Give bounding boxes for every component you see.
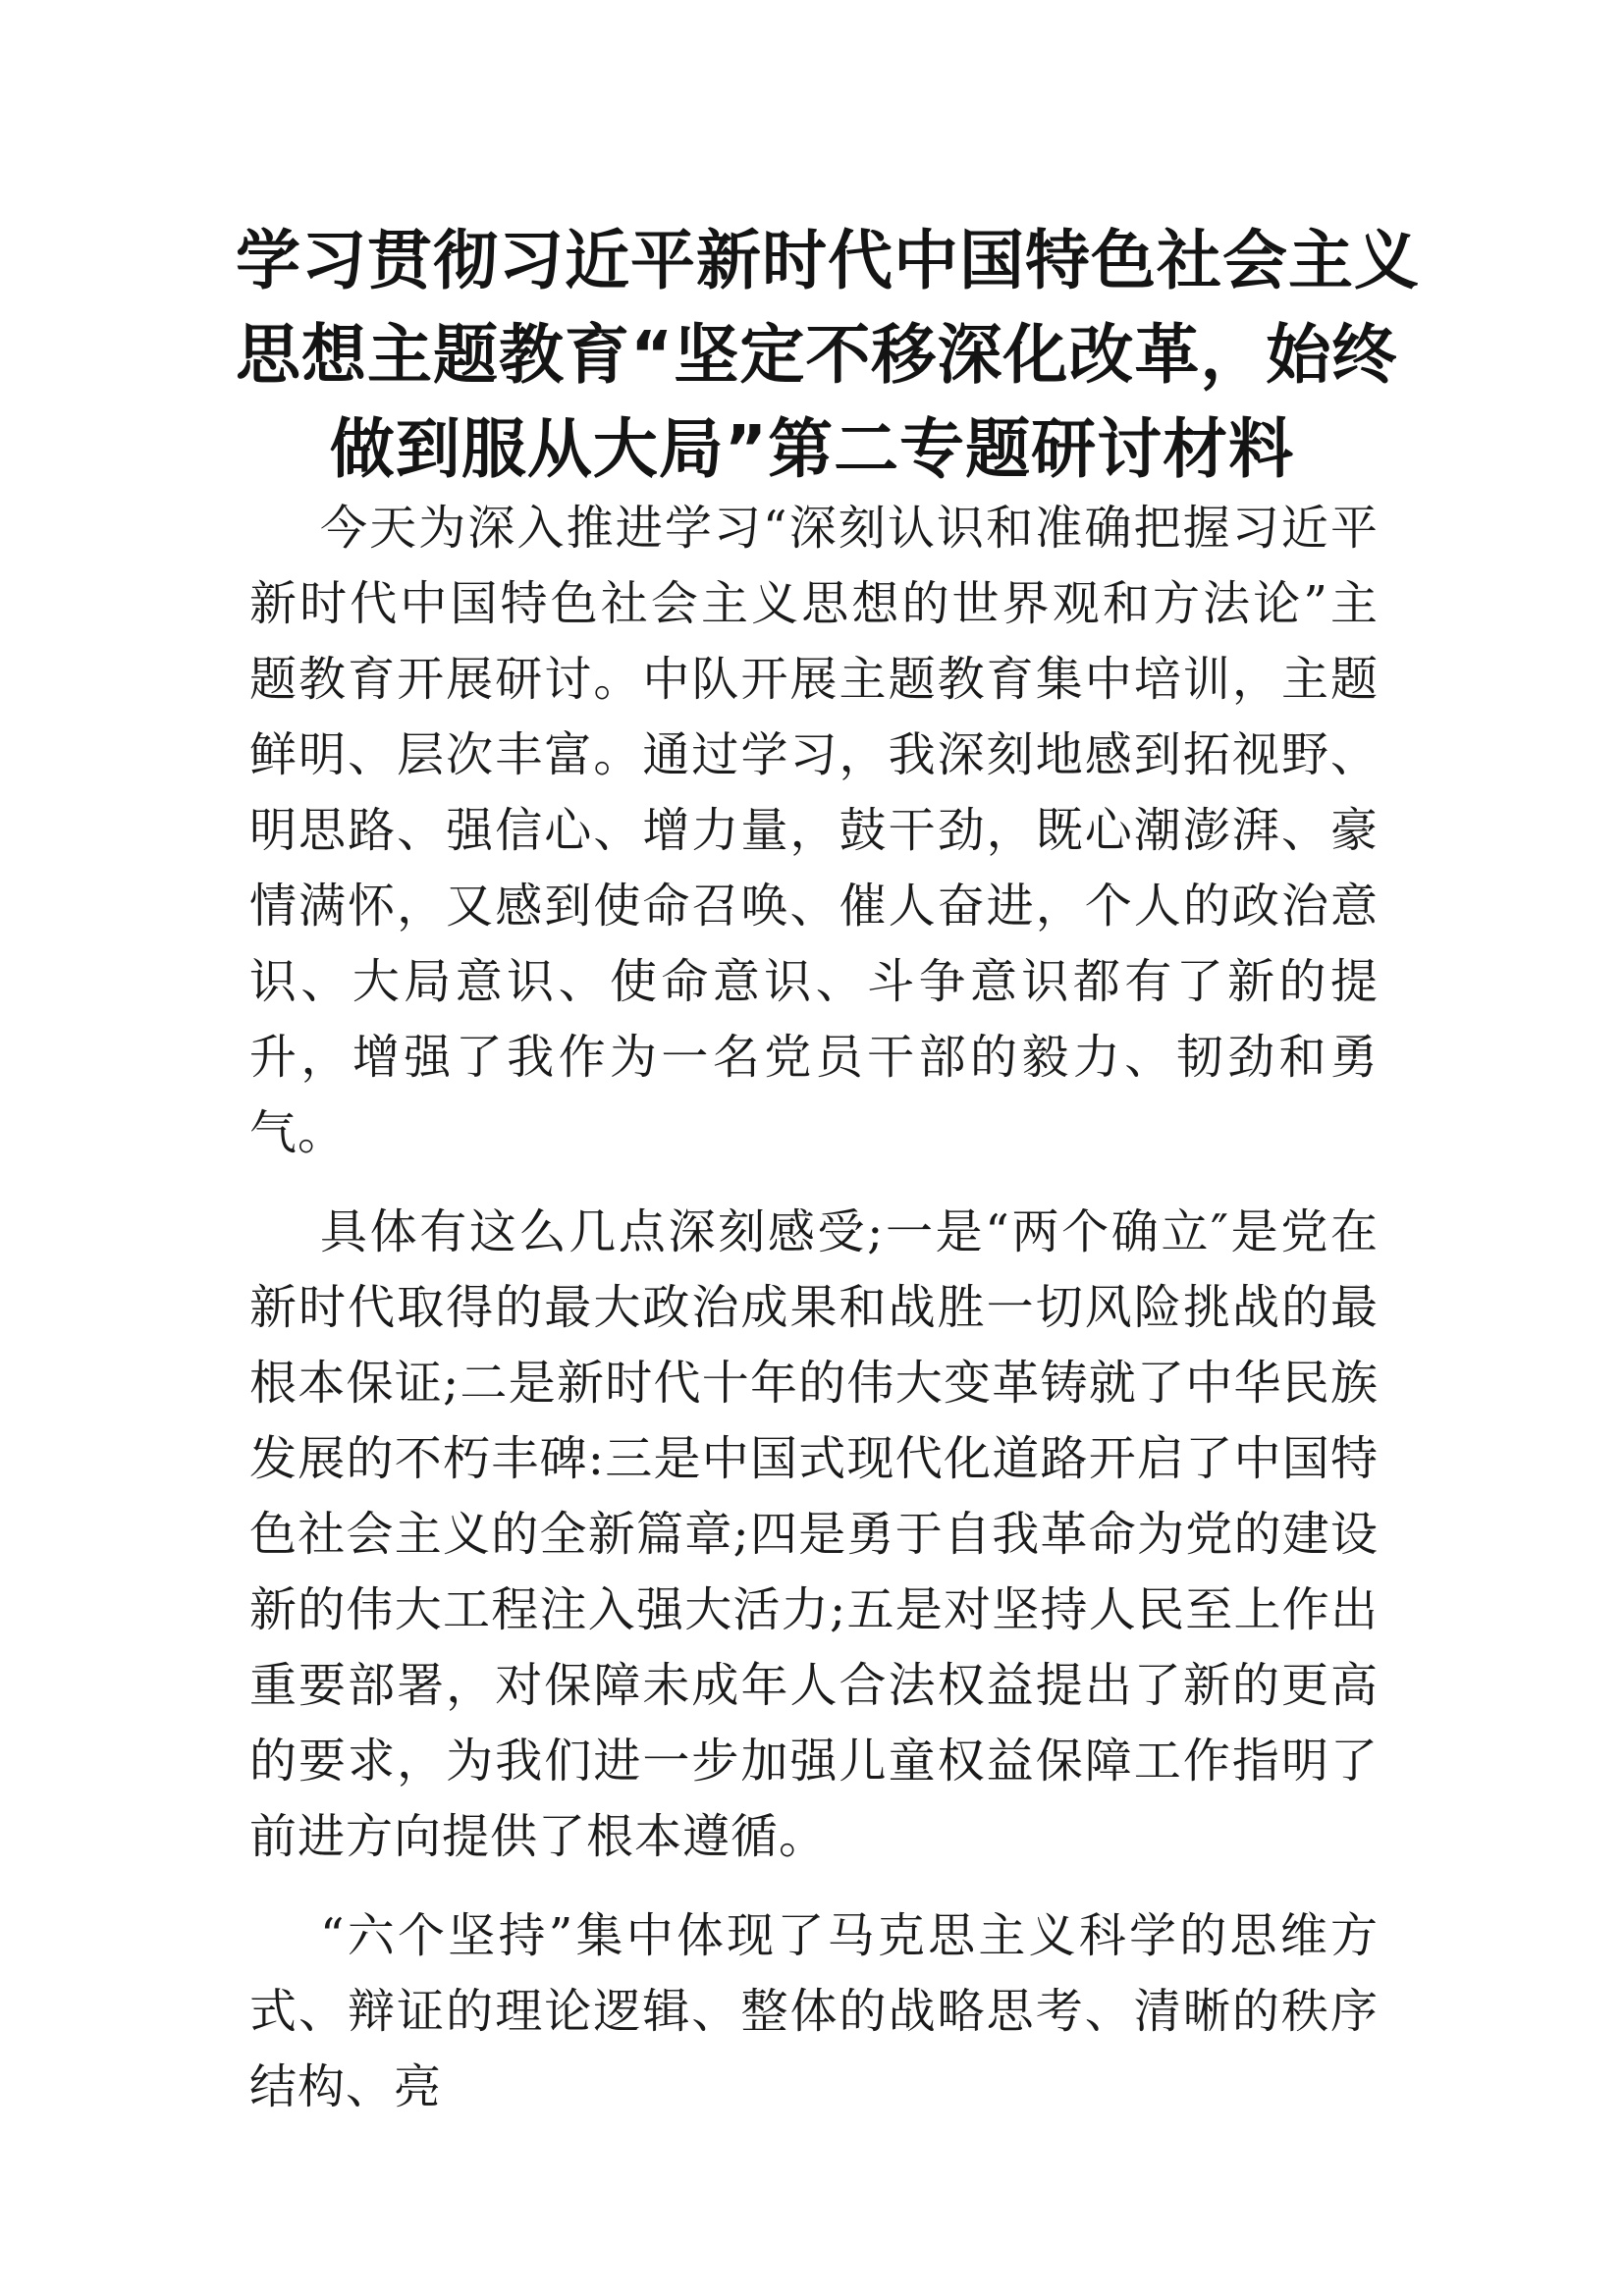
title-line-1: 学习贯彻习近平新时代中国特色社会主义	[236, 223, 1420, 298]
paragraph-1: 今天为深入推进学习“深刻认识和准确把握习近平新时代中国特色社会主义思想的世界观和方法论”主题教育开展研讨。中队开展主题教育集中培训，主题鲜明、层次丰富。通过学习，我深刻地感到拓视野、明思路、强信心、增力量，鼓干劲，既心潮澎湃、豪情满怀，又感到使命召唤、催人奋进，个人的政治意识、大局意识、使命意识、斗争意识都有了新的提升，增强了我作为一名党员干部的毅力、韧劲和勇气。	[249, 501, 1379, 1160]
document-body	[249, 491, 1379, 2149]
title-line-3: 做到服从大局”第二专题研讨材料	[329, 411, 1295, 487]
paragraph-3: “六个坚持”集中体现了马克思主义科学的思维方式、辩证的理论逻辑、整体的战略思考、清晰的秩序结构、亮	[249, 1908, 1379, 2114]
title-line-2: 思想主题教育“坚定不移深化改革，始终	[236, 317, 1398, 393]
document-title	[236, 214, 1420, 497]
paragraph-2: 具体有这么几点深刻感受;一是“两个确立″是党在新时代取得的最大政治成果和战胜一切风险挑战的最根本保证;二是新时代十年的伟大变革铸就了中华民族发展的不朽丰碑:三是中国式现代化道路开启了中国特色社会主义的全新篇章;四是勇于自我革命为党的建设新的伟大工程注入强大活力;五是对坚持人民至上作出重要部署，对保障未成年人合法权益提出了新的更高的要求，为我们进一步加强儿童权益保障工作指明了前进方向提供了根本遵循。	[249, 1204, 1379, 1864]
